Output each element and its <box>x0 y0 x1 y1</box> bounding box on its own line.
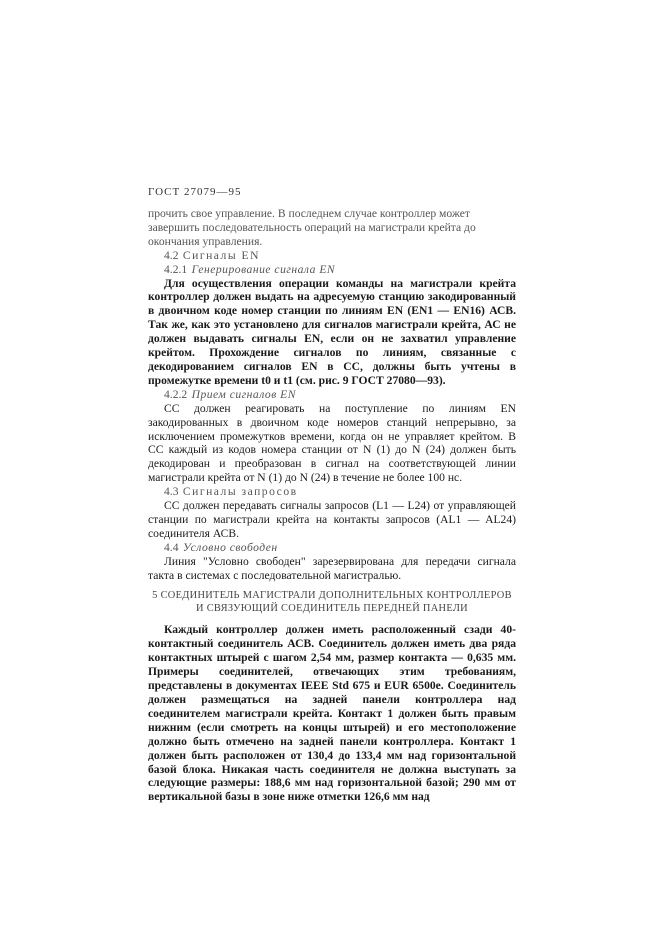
running-head: ГОСТ 27079—95 <box>148 186 242 198</box>
heading-title: Условно свободен <box>182 540 278 554</box>
heading-4-2-1 <box>148 263 516 277</box>
heading-number: 4.2.1 <box>164 262 188 276</box>
body-text <box>148 207 516 804</box>
paragraph-line: окончания управления. <box>148 234 263 248</box>
heading-4-2 <box>148 249 516 263</box>
heading-number: 4.2.2 <box>164 387 188 401</box>
paragraph-line: завершить последовательность операций на магистрали крейта до <box>148 220 476 234</box>
heading-number: 4.4 <box>164 540 179 554</box>
heading-title: Сигналы EN <box>182 248 260 262</box>
heading-4-4 <box>148 541 516 555</box>
paragraph-4-2-1: Для осуществления операции команды на магистрали крейта контроллер должен выдать на адресуемую станцию закодированный в двоичном коде номер станции по линиям EN (EN1 — EN16) АСВ. Так же, как это установлено для сигналов магистрали крейта, АС не должен выдавать сигналы EN, если он не захватил управление крейтом. Прохождение сигналов по линиям, связанные с декодированием сигналов EN в СС, должны быть учтены в промежутке времени t0 и t1 (см. рис. 9 ГОСТ 27080—93). <box>148 276 516 387</box>
paragraph-4-3: СС должен передавать сигналы запросов (L1 — L24) от управляющей станции по магистрали крейта на контакты запросов (AL1 — AL24) соединителя АСВ. <box>148 499 516 540</box>
paragraph-4-2-2: СС должен реагировать на поступление по линиям EN закодированных в двоичном коде номеров станций непрерывно, за исключением промежутков времени, когда он не управляет крейтом. В СС каждый из кодов номера станции от N (1) до N (24) должен быть декодирован и преобразован в сигнал на соответствующей линии магистрали крейта от N (1) до N (24) в течение не более 100 нс. <box>148 401 516 485</box>
heading-4-2-2 <box>148 388 516 402</box>
paragraph-4-4: Линия "Условно свободен" зарезервирована для передачи сигнала такта в системах с последовательной магистралью. <box>148 554 516 582</box>
heading-4-3 <box>148 485 516 499</box>
heading-title: Сигналы запросов <box>182 485 298 499</box>
section-title-line: 5 СОЕДИНИТЕЛЬ МАГИСТРАЛИ ДОПОЛНИТЕЛЬНЫХ КОНТРОЛЛЕРОВ <box>152 590 512 602</box>
section-title-line: И СВЯЗУЮЩИЙ СОЕДИНИТЕЛЬ ПЕРЕДНЕЙ ПАНЕЛИ <box>196 602 468 614</box>
paragraph-5: Каждый контроллер должен иметь расположенный сзади 40-контактный соединитель АСВ. Соединитель должен иметь два ряда контактных штырей с шагом 2,54 мм, размер контакта — 0,635 мм. Примеры соединителей, отвечающих этим требованиям, представлены в документах IEEE Std 675 и EUR 6500e. Соединитель должен размещаться на задней панели контроллера над соединителем магистрали крейта. Контакт 1 должен быть правым нижним (если смотреть на концы штырей) и его местоположение должно быть отмечено на задней панели контроллера. Контакт 1 должен быть расположен от 130,4 до 133,4 мм над горизонтальной базой блока. Никакая часть соединителя не должна выступать за следующие размеры: 188,6 мм над горизонтальной базой; 290 мм от вертикальной базы в зоне ниже отметки 126,6 мм над <box>148 623 516 804</box>
heading-number: 4.3 <box>164 485 179 499</box>
section-5-title <box>148 590 516 615</box>
heading-title: Прием сигналов EN <box>191 387 296 401</box>
heading-number: 4.2 <box>164 248 179 262</box>
paragraph-line: прочить свое управление. В последнем случае контроллер может <box>148 207 470 220</box>
heading-title: Генерирование сигнала EN <box>191 262 336 276</box>
